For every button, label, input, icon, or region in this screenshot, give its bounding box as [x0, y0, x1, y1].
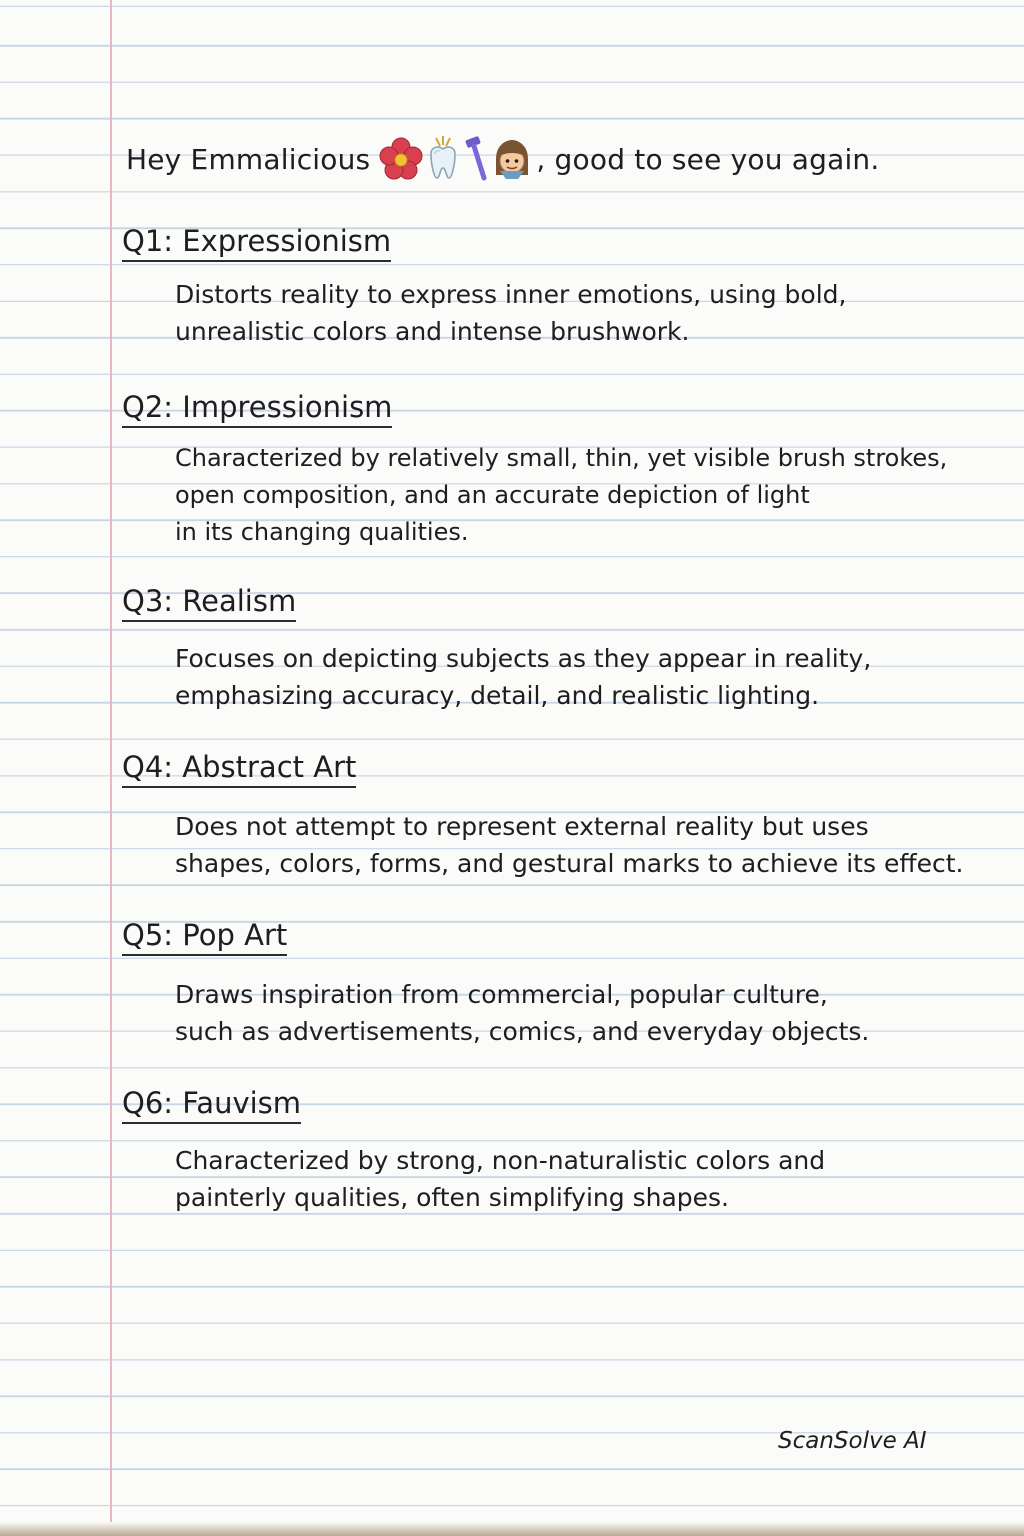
- greeting-rest: , good to see you again.: [536, 142, 880, 176]
- question-heading-6: [122, 1086, 301, 1124]
- answer-line: unrealistic colors and intense brushwork.: [175, 317, 690, 346]
- tooth-icon: [426, 134, 460, 184]
- signature: ScanSolve AI: [778, 1428, 927, 1454]
- question-term: Expressionism: [182, 224, 392, 258]
- greeting-hey: Hey Emmalicious: [126, 142, 371, 176]
- question-term: Abstract Art: [182, 750, 357, 784]
- answer-line: Distorts reality to express inner emotions, using bold,: [175, 280, 847, 309]
- answer-line: Does not attempt to represent external reality but uses: [175, 812, 869, 841]
- question-heading-4: [122, 750, 356, 788]
- kid-face-icon: [492, 137, 532, 181]
- answer-line: Draws inspiration from commercial, popular culture,: [175, 980, 828, 1009]
- question-number: Q6:: [122, 1086, 174, 1120]
- answer-5: [175, 976, 869, 1050]
- question-heading-1: [122, 224, 391, 262]
- greeting: [126, 134, 879, 184]
- answer-line: emphasizing accuracy, detail, and realistic lighting.: [175, 681, 820, 710]
- question-term: Pop Art: [182, 918, 288, 952]
- question-term: Fauvism: [182, 1086, 302, 1120]
- question-heading-5: [122, 918, 287, 956]
- answer-3: [175, 640, 871, 714]
- answer-1: [175, 276, 846, 350]
- question-term: Realism: [182, 584, 297, 618]
- question-number: Q4:: [122, 750, 174, 784]
- margin-line: [110, 0, 112, 1536]
- answer-line: open composition, and an accurate depiction of light: [175, 481, 810, 509]
- question-number: Q5:: [122, 918, 174, 952]
- question-term: Impressionism: [182, 390, 393, 424]
- toothbrush-icon: [462, 134, 490, 184]
- answer-2: [175, 440, 947, 551]
- question-number: Q3:: [122, 584, 174, 618]
- question-heading-3: [122, 584, 296, 622]
- answer-6: [175, 1142, 825, 1216]
- answer-line: in its changing qualities.: [175, 518, 469, 546]
- question-number: Q2:: [122, 390, 174, 424]
- answer-line: shapes, colors, forms, and gestural marks to achieve its effect.: [175, 849, 964, 878]
- question-heading-2: [122, 390, 392, 428]
- answer-line: Characterized by relatively small, thin, yet visible brush strokes,: [175, 444, 948, 472]
- answer-line: such as advertisements, comics, and everyday objects.: [175, 1017, 870, 1046]
- answer-line: Focuses on depicting subjects as they appear in reality,: [175, 644, 872, 673]
- greeting-emojis: [378, 134, 532, 184]
- answer-4: [175, 808, 963, 882]
- answer-line: painterly qualities, often simplifying shapes.: [175, 1183, 729, 1212]
- flower-icon: [378, 137, 424, 181]
- answer-line: Characterized by strong, non-naturalistic colors and: [175, 1146, 826, 1175]
- page-bottom-edge: [0, 1522, 1024, 1536]
- question-number: Q1:: [122, 224, 174, 258]
